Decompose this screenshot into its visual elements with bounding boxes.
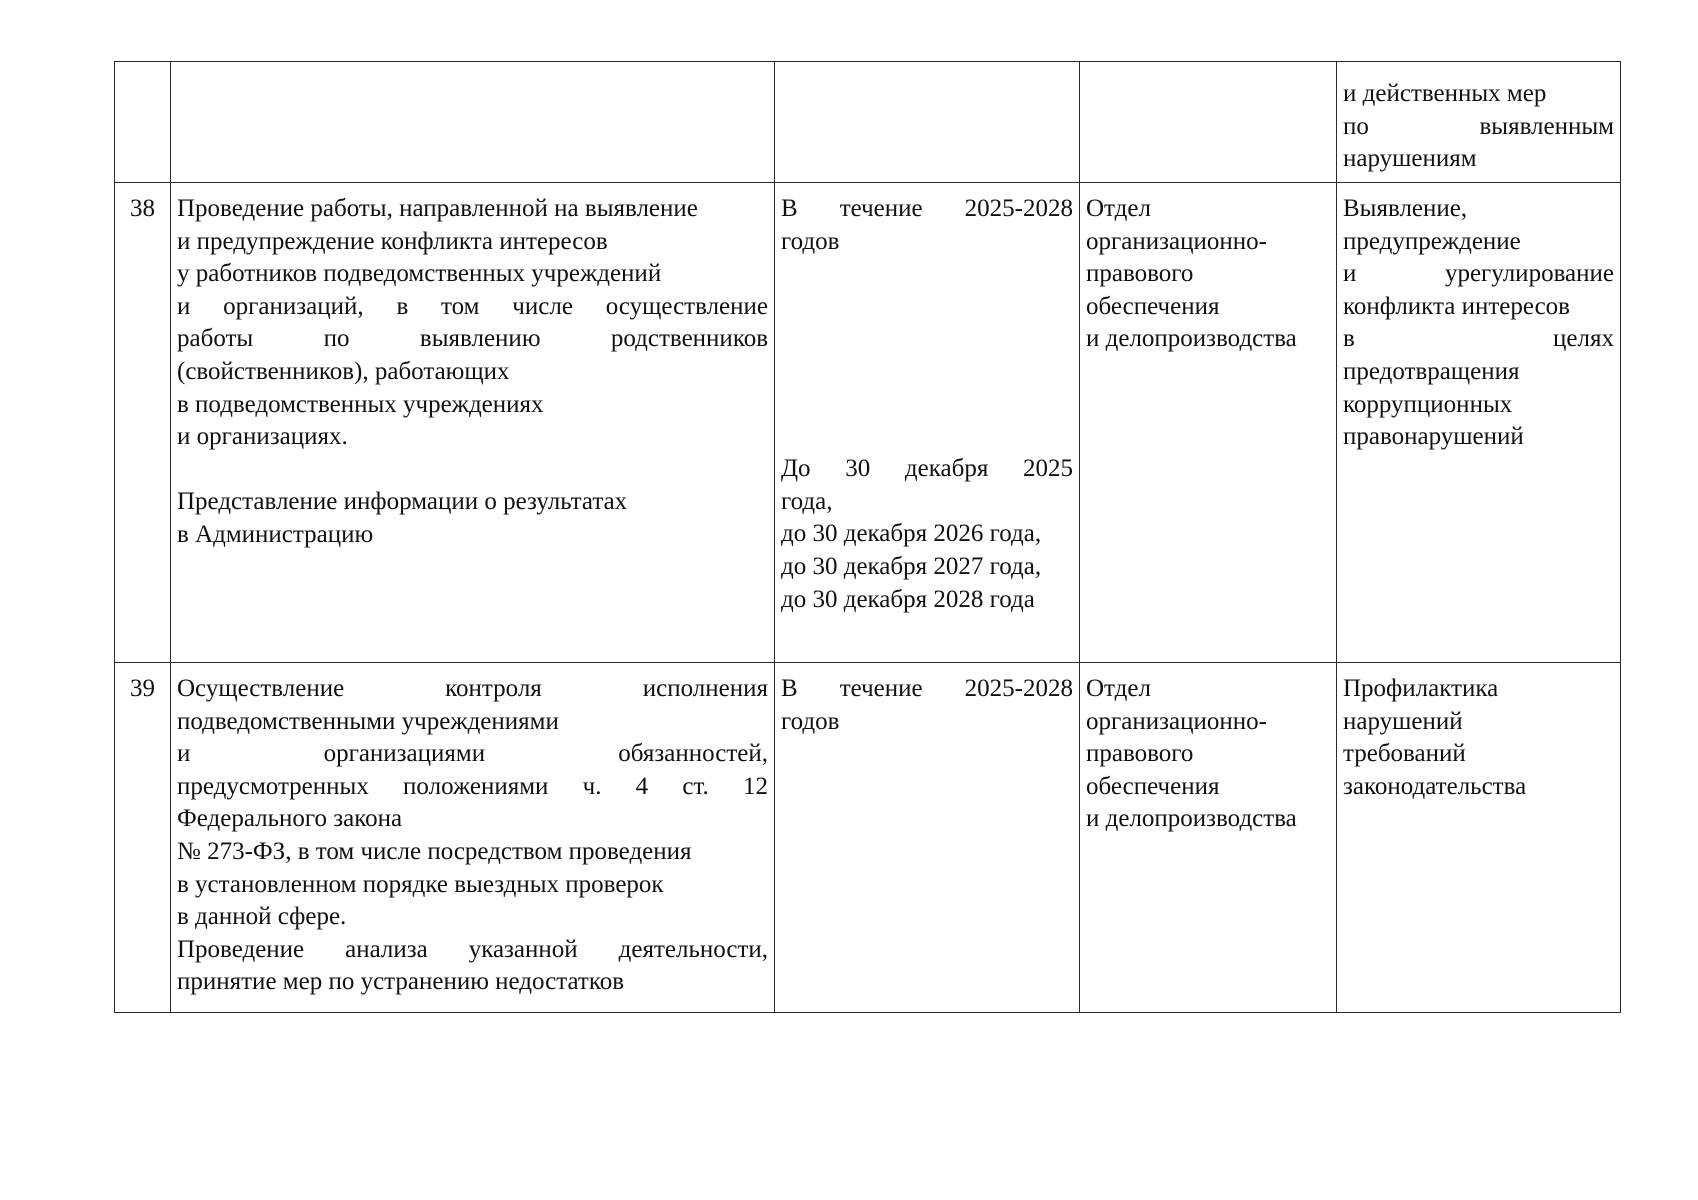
deadline-cell: [775, 183, 1080, 663]
measure-line: у работников подведомственных учреждений: [177, 260, 662, 288]
responsible-line: Отдел: [1086, 675, 1151, 702]
row-number: 38: [115, 183, 171, 663]
measure-cell: [171, 663, 775, 1013]
measure-line: принятие мер по устранению недостатков: [177, 968, 625, 996]
deadline-line: В течение 2025-2028: [781, 195, 1073, 222]
number-cell: [115, 62, 171, 183]
measure-line: Осуществление контроля исполнения: [177, 675, 768, 702]
measure-line: работы по выявлению родственников: [177, 325, 768, 353]
table-row-continued: [115, 62, 1621, 183]
result-cell: [1337, 183, 1621, 663]
result-line: конфликта интересов: [1343, 292, 1570, 320]
measure-line: Федерального закона: [177, 805, 403, 833]
deadline-line: годов: [781, 227, 840, 255]
responsible-line: организационно-: [1086, 227, 1267, 255]
result-line: законодательства: [1343, 772, 1527, 800]
measure-line: и организациями обязанностей,: [177, 740, 768, 768]
report-line: Представление информации о результатах: [177, 488, 628, 516]
responsible-line: и делопроизводства: [1086, 805, 1297, 833]
deadline-line: годов: [781, 707, 840, 735]
result-cell: [1337, 663, 1621, 1013]
result-line: по выявленным: [1343, 112, 1614, 140]
measure-cell: [171, 62, 775, 183]
measure-line: предусмотренных положениями ч. 4 ст. 12: [177, 772, 768, 800]
result-line: предотвращения: [1343, 357, 1520, 385]
result-line: правонарушений: [1343, 423, 1524, 451]
result-line: Выявление,: [1343, 195, 1468, 222]
deadline-cell: [775, 62, 1080, 183]
responsible-cell: [1080, 663, 1337, 1013]
deadline-line: до 30 декабря 2026 года,: [781, 520, 1042, 548]
row-number: 39: [115, 663, 171, 1013]
responsible-cell: [1080, 62, 1337, 183]
responsible-line: обеспечения: [1086, 772, 1220, 800]
measure-line: и предупреждение конфликта интересов: [177, 227, 608, 255]
measure-cell: [171, 183, 775, 663]
result-line: в целях: [1343, 325, 1614, 353]
responsible-line: правового: [1086, 740, 1194, 768]
result-line: нарушений: [1343, 707, 1463, 735]
measure-line: Проведение анализа указанной деятельности,: [177, 935, 768, 963]
responsible-cell: [1080, 183, 1337, 663]
measure-line: в данной сфере.: [177, 903, 347, 931]
measure-line: в установленном порядке выездных проверок: [177, 870, 664, 898]
measure-line: и организаций, в том числе осуществление: [177, 292, 768, 320]
deadline-line: До 30 декабря 2025: [781, 455, 1073, 483]
measure-line: подведомственными учреждениями: [177, 707, 559, 735]
result-line: предупреждение: [1343, 227, 1521, 255]
measure-line: Проведение работы, направленной на выявление: [177, 195, 698, 222]
table-row: [115, 663, 1621, 1013]
deadline-line: до 30 декабря 2027 года,: [781, 552, 1042, 580]
measure-line: (свойственников), работающих: [177, 357, 510, 385]
result-line: Профилактика: [1343, 675, 1499, 702]
measure-line: в подведомственных учреждениях: [177, 390, 544, 418]
result-line: коррупционных: [1343, 390, 1513, 418]
responsible-line: Отдел: [1086, 195, 1151, 222]
responsible-line: организационно-: [1086, 707, 1267, 735]
result-line: и урегулирование: [1343, 260, 1614, 288]
result-line: и действенных мер: [1343, 80, 1547, 107]
measure-line: и организациях.: [177, 423, 348, 451]
result-line: нарушениям: [1343, 145, 1477, 173]
measure-line: № 273-ФЗ, в том числе посредством проведения: [177, 837, 692, 865]
report-line: в Администрацию: [177, 520, 374, 548]
responsible-line: и делопроизводства: [1086, 325, 1297, 353]
result-line: требований: [1343, 740, 1466, 768]
deadline-line: года,: [781, 487, 833, 515]
responsible-line: правового: [1086, 260, 1194, 288]
table-row: [115, 183, 1621, 663]
measures-table: [114, 61, 1621, 1013]
result-cell: [1337, 62, 1621, 183]
deadline-line: В течение 2025-2028: [781, 675, 1073, 702]
deadline-line: до 30 декабря 2028 года: [781, 585, 1035, 613]
responsible-line: обеспечения: [1086, 292, 1220, 320]
deadline-cell: [775, 663, 1080, 1013]
